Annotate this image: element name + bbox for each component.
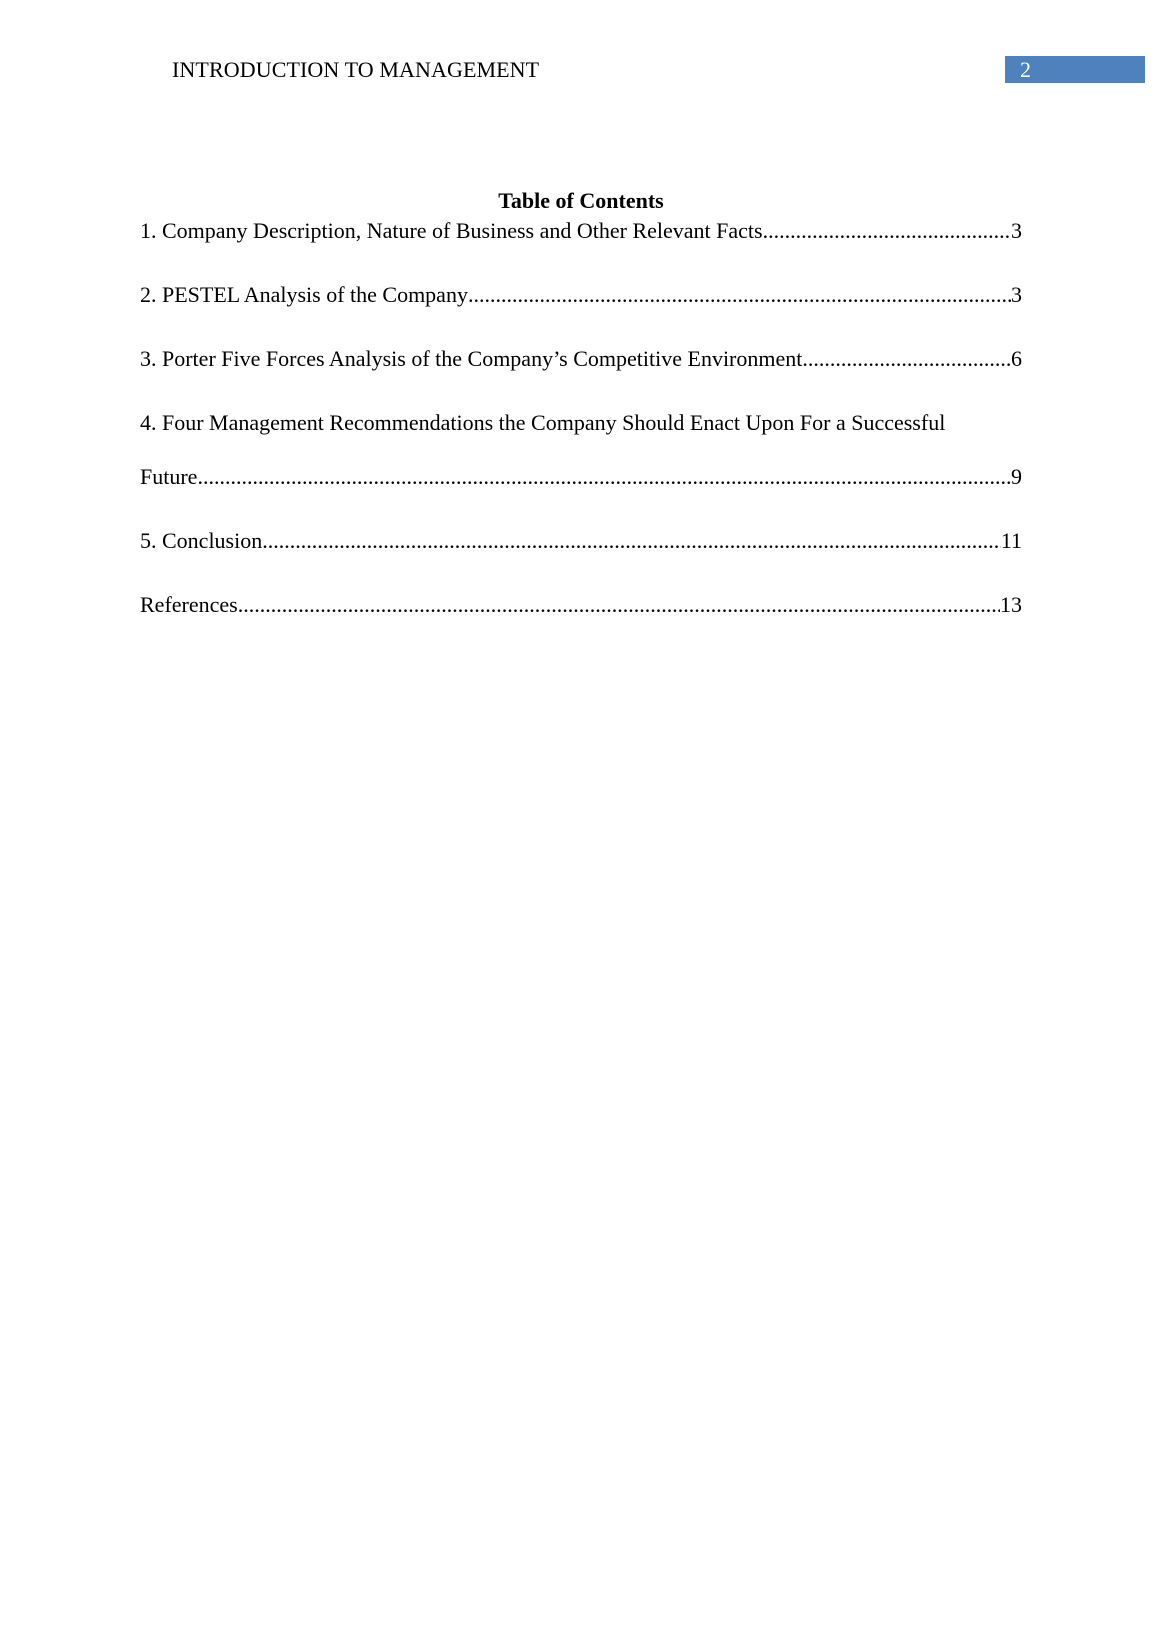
toc-entry-label: Future (140, 464, 198, 489)
toc-list (140, 216, 1022, 620)
toc-entry-references[interactable] (140, 590, 1022, 620)
toc-entry-management-recommendations[interactable] (140, 408, 1022, 492)
toc-entry-label: 5. Conclusion (140, 528, 263, 553)
toc-entry-page: 11 (1000, 528, 1022, 553)
toc-dot-leader (802, 344, 1011, 374)
running-header-title: INTRODUCTION TO MANAGEMENT (172, 57, 540, 82)
toc-dot-leader (238, 590, 1000, 620)
toc-dot-leader (468, 280, 1011, 310)
toc-entry-page: 13 (1000, 592, 1022, 617)
toc-entry-label-line1: 4. Four Management Recommendations the Company Should Enact Upon For a Successful (140, 410, 946, 435)
toc-dot-leader (763, 216, 1011, 246)
page-number: 2 (1020, 57, 1031, 82)
toc-entry-conclusion[interactable] (140, 526, 1022, 556)
toc-entry-label: 3. Porter Five Forces Analysis of the Company’s Competitive Environment (140, 346, 803, 371)
toc-entry-pestel-analysis[interactable] (140, 280, 1022, 310)
toc-entry-label: References (140, 592, 238, 617)
toc-entry-company-description[interactable] (140, 216, 1022, 246)
toc-entry-page: 3 (1011, 218, 1022, 243)
toc-entry-page: 3 (1011, 282, 1022, 307)
toc-entry-porter-five-forces[interactable] (140, 344, 1022, 374)
page-number-badge (1005, 56, 1145, 83)
table-of-contents (140, 186, 1022, 654)
toc-entry-label: 2. PESTEL Analysis of the Company (140, 282, 468, 307)
toc-title: Table of Contents (498, 188, 664, 213)
toc-entry-page: 9 (1011, 464, 1022, 489)
toc-entry-page: 6 (1011, 346, 1022, 371)
toc-entry-label: 1. Company Description, Nature of Business and Other Relevant Facts (140, 218, 763, 243)
toc-dot-leader (262, 526, 1001, 556)
toc-dot-leader (197, 462, 1011, 492)
